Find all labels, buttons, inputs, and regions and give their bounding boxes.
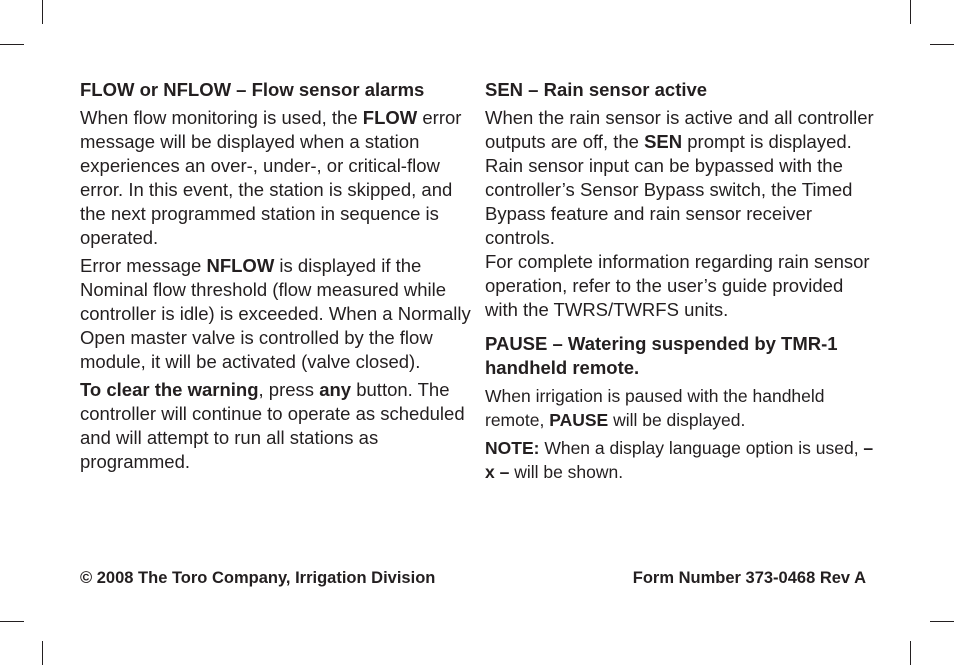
nflow-paragraph: Error message NFLOW is displayed if the Nominal flow threshold (flow measured while controller is idle) is exceeded. When a Normally Open master valve is controlled by the flow module, it will be activated (valve closed). — [80, 255, 471, 372]
crop-mark — [910, 641, 911, 665]
sen-paragraph: When the rain sensor is active and all controller outputs are off, the SEN prompt is displayed. Rain sensor input can be bypassed with the controller’s Sensor Bypass switch, the Timed Bypass feature and rain sensor receiver controls. — [485, 107, 874, 248]
clear-warning-paragraph: To clear the warning, press any button. The controller will continue to operate as scheduled and will attempt to run all stations as programmed. — [80, 379, 465, 472]
copyright-footer: © 2008 The Toro Company, Irrigation Division — [80, 569, 436, 587]
form-number-footer: Form Number 373-0468 Rev A — [632, 569, 866, 587]
crop-mark — [42, 641, 43, 665]
crop-mark — [930, 621, 954, 622]
pause-heading: PAUSE – Watering suspended by TMR-1 handheld remote. — [485, 333, 838, 378]
left-column — [80, 78, 475, 478]
flow-alarm-heading: FLOW or NFLOW – Flow sensor alarms — [80, 79, 425, 100]
note-paragraph: NOTE: When a display language option is used, – x – will be shown. — [485, 438, 874, 482]
sen-reference-paragraph: For complete information regarding rain sensor operation, refer to the user’s guide provided with the TWRS/TWRFS units. — [485, 251, 870, 320]
crop-mark — [0, 44, 24, 45]
right-column — [485, 78, 880, 488]
crop-mark — [0, 621, 24, 622]
flow-paragraph: When flow monitoring is used, the FLOW error message will be displayed when a station experiences an over-, under-, or critical-flow error. In this event, the station is skipped, and the next programmed station in sequence is operated. — [80, 107, 462, 248]
crop-mark — [930, 44, 954, 45]
sen-heading: SEN – Rain sensor active — [485, 79, 708, 100]
crop-mark — [42, 0, 43, 24]
pause-paragraph: When irrigation is paused with the handheld remote, PAUSE will be displayed. — [485, 386, 825, 430]
crop-mark — [910, 0, 911, 24]
